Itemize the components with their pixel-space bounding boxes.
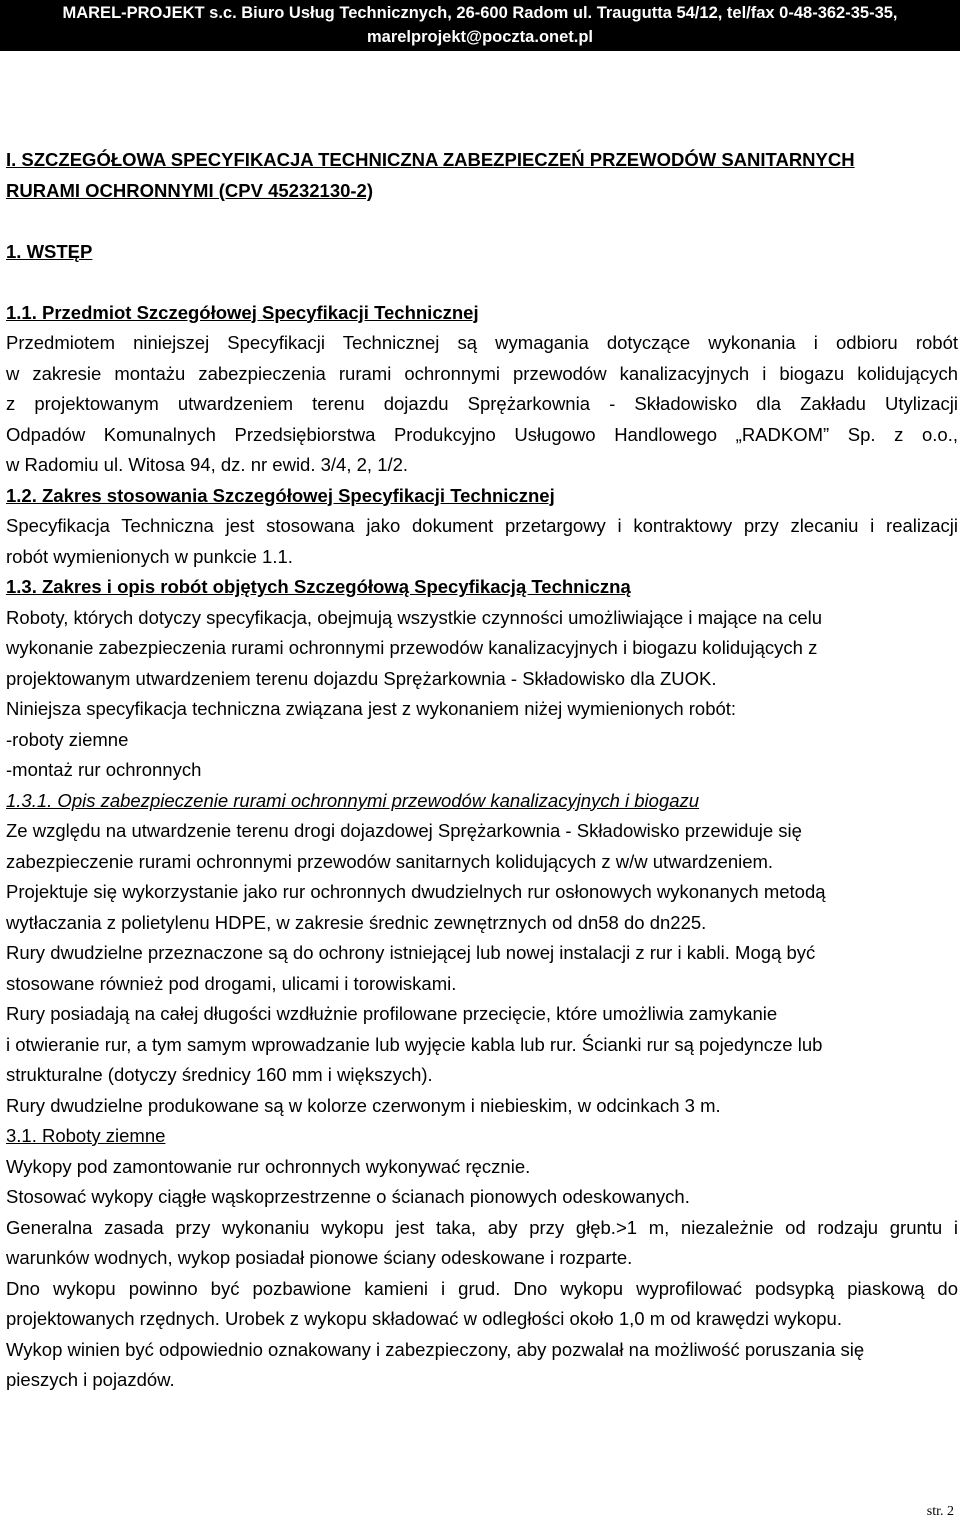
paragraph-line: w Radomiu ul. Witosa 94, dz. nr ewid. 3/4, 2, 1/2. [6,454,409,475]
paragraph-line: Niniejsza specyfikacja techniczna związana jest z wykonaniem niżej wymienionych robót: [6,698,737,719]
list-item: -montaż rur ochronnych [6,759,202,780]
paragraph-line: w zakresie montażu zabezpieczenia rurami ochronnymi przewodów kanalizacyjnych i biogazu kolidujących [6,362,958,384]
section-heading-1-2: 1.2. Zakres stosowania Szczegółowej Specyfikacji Technicznej [6,484,555,506]
paragraph-line: projektowanym utwardzeniem terenu dojazdu Sprężarkownia - Składowisko dla ZUOK. [6,667,717,689]
list-item: -roboty ziemne [6,728,129,750]
paragraph-line: warunków wodnych, wykop posiadał pionowe ściany odeskowane i rozparte. [6,1247,633,1268]
section-heading-wstep: 1. WSTĘP [6,240,93,262]
paragraph-line: Rury posiadają na całej długości wzdłużnie profilowane przecięcie, które umożliwia zamykanie [6,1003,778,1024]
section-heading-1-1: 1.1. Przedmiot Szczegółowej Specyfikacji Technicznej [6,301,479,323]
section-heading-1-3-1: 1.3.1. Opis zabezpieczenie rurami ochronnymi przewodów kanalizacyjnych i biogazu [6,789,700,811]
header-company-line: MAREL-PROJEKT s.c. Biuro Usług Technicznych, 26-600 Radom ul. Traugutta 54/12, tel/fax 0-48-362-35-35, [62,4,898,22]
paragraph-line: stosowane również pod drogami, ulicami i torowiskami. [6,972,457,994]
paragraph-line: Wykop winien być odpowiednio oznakowany i zabezpieczony, aby pozwalał na możliwość poruszania się [6,1338,865,1360]
paragraph-line: zabezpieczenie rurami ochronnymi przewodów sanitarnych kolidujących z w/w utwardzeniem. [6,850,774,872]
paragraph-line: Stosować wykopy ciągłe wąskoprzestrzenne o ścianach pionowych odeskowanych. [6,1186,690,1207]
paragraph-line: Ze względu na utwardzenie terenu drogi dojazdowej Sprężarkownia - Składowisko przewiduje się [6,820,802,841]
paragraph-line: projektowanych rzędnych. Urobek z wykopu składować w odległości około 1,0 m od krawędzi wykopu. [6,1308,842,1329]
paragraph-line: wytłaczania z polietylenu HDPE, w zakresie średnic zewnętrznych od dn58 do dn225. [6,911,707,933]
paragraph-line: pieszych i pojazdów. [6,1369,175,1390]
paragraph-line: strukturalne (dotyczy średnicy 160 mm i większych). [6,1064,433,1085]
document-header [0,0,960,51]
paragraph-line: z projektowanym utwardzeniem terenu dojazdu Sprężarkownia - Składowisko dla Zakładu Utylizacji [6,393,958,414]
paragraph-line: Dno wykopu powinno być pozbawione kamieni i grud. Dno wykopu wyprofilować podsypką piaskową do [6,1277,958,1299]
paragraph-line: Rury dwudzielne przeznaczone są do ochrony istniejącej lub nowej instalacji z rur i kabli. Mogą być [6,942,816,963]
paragraph-line: Przedmiotem niniejszej Specyfikacji Technicznej są wymagania dotyczące wykonania i odbioru robót [6,332,958,353]
paragraph-line: Roboty, których dotyczy specyfikacja, obejmują wszystkie czynności umożliwiające i mające na celu [6,606,823,628]
section-heading-1-3: 1.3. Zakres i opis robót objętych Szczegółową Specyfikacją Techniczną [6,576,631,597]
paragraph-line: wykonanie zabezpieczenia rurami ochronnymi przewodów kanalizacyjnych i biogazu kolidujących z [6,637,818,658]
header-email-line: marelprojekt@poczta.onet.pl [366,28,594,46]
paragraph-line: Odpadów Komunalnych Przedsiębiorstwa Produkcyjno Usługowo Handlowego „RADKOM” Sp. z o.o., [6,423,958,445]
page-number: str. 2 [926,1504,954,1519]
document-body [6,145,958,1396]
section-heading-3-1: 3.1. Roboty ziemne [6,1125,166,1146]
paragraph-line: robót wymienionych w punkcie 1.1. [6,545,293,567]
paragraph-line: Projektuje się wykorzystanie jako rur ochronnych dwudzielnych rur osłonowych wykonanych metodą [6,881,826,902]
paragraph-line: Rury dwudzielne produkowane są w kolorze czerwonym i niebieskim, w odcinkach 3 m. [6,1094,721,1116]
paragraph-line: Specyfikacja Techniczna jest stosowana jako dokument przetargowy i kontraktowy przy zlecaniu i realizacji [6,515,958,536]
document-title-line2: RURAMI OCHRONNYMI (CPV 45232130-2) [6,179,374,201]
document-title-line1: I. SZCZEGÓŁOWA SPECYFIKACJA TECHNICZNA ZABEZPIECZEŃ PRZEWODÓW SANITARNYCH [6,149,855,170]
paragraph-line: i otwieranie rur, a tym samym wprowadzanie lub wyjęcie kabla lub rur. Ścianki rur są pojedyncze lub [6,1033,823,1055]
paragraph-line: Generalna zasada przy wykonaniu wykopu jest taka, aby przy głęb.>1 m, niezależnie od rodzaju gruntu i [6,1216,958,1238]
paragraph-line: Wykopy pod zamontowanie rur ochronnych wykonywać ręcznie. [6,1155,531,1177]
